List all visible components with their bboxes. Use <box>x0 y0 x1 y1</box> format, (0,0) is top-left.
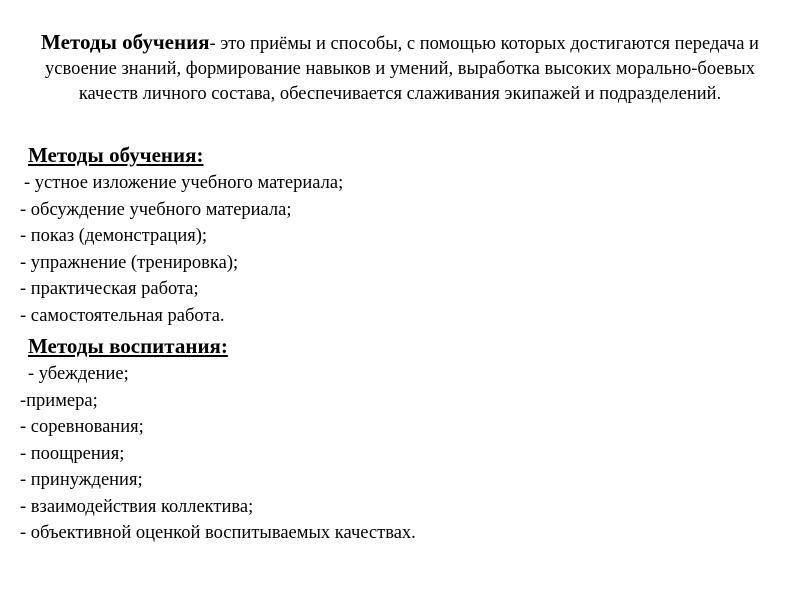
list-item: - самостоятельная работа. <box>20 305 225 326</box>
methods-list <box>20 170 343 329</box>
definition-text: - это приёмы и способы, с помощью которых достигаются передача и усвоение знаний, формирование навыков и умений, выработка высоких морально-боевых качеств личного состава, обеспечивается слаживания экипажей и подразделений. <box>45 34 759 104</box>
list-item: - практическая работа; <box>20 279 199 299</box>
list-item: -примера; <box>20 390 98 411</box>
list-item: - соревнования; <box>20 417 144 437</box>
list-item: - упражнение (тренировка); <box>20 252 239 273</box>
list-item: - убеждение; <box>28 364 129 384</box>
upbringing-heading: Методы воспитания: <box>28 334 228 358</box>
definition-paragraph <box>20 30 780 107</box>
list-item: - обсуждение учебного материала; <box>20 199 292 220</box>
upbringing-list <box>20 361 416 547</box>
methods-heading: Методы обучения: <box>28 143 204 167</box>
list-item: - взаимодействия коллектива; <box>20 496 254 517</box>
list-item: - поощрения; <box>20 443 125 464</box>
list-item: - устное изложение учебного материала; <box>24 173 344 193</box>
list-item: - принуждения; <box>20 470 143 490</box>
list-item: - объективной оценкой воспитываемых качествах. <box>20 523 416 543</box>
definition-term: Методы обучения <box>41 30 210 54</box>
list-item: - показ (демонстрация); <box>20 226 208 246</box>
